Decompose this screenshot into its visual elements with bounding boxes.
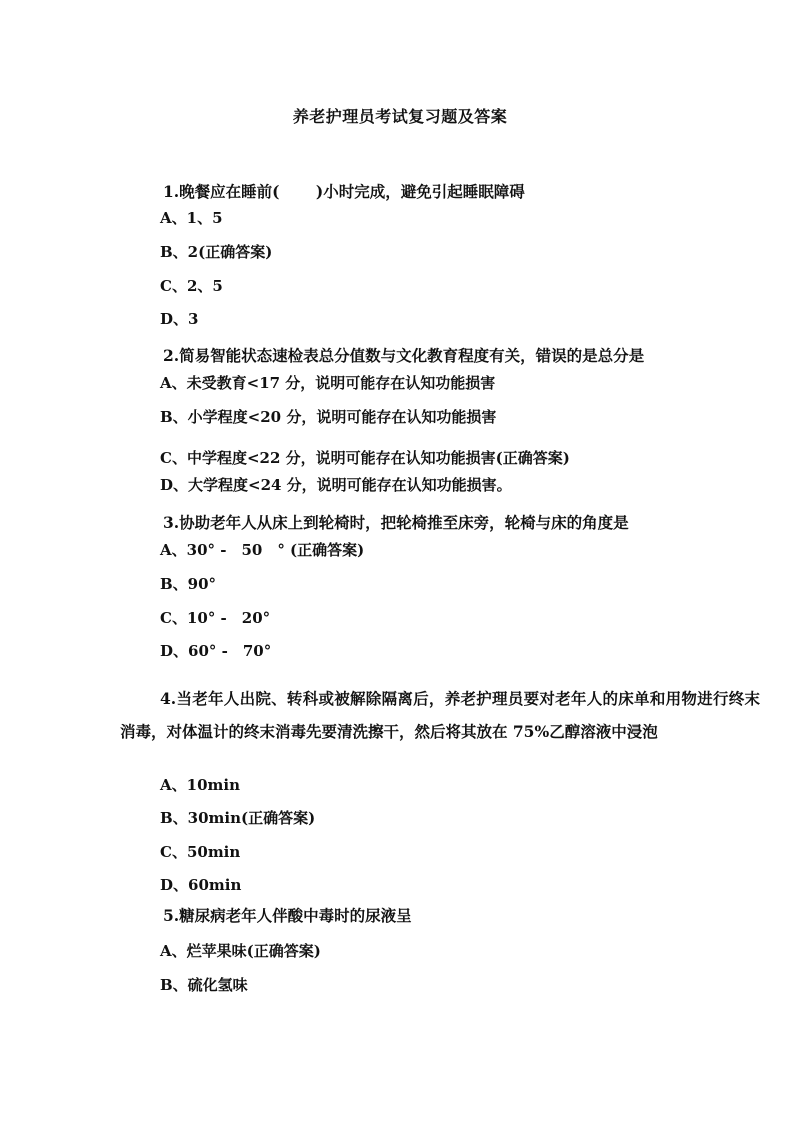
question-1-option-d: D、3	[160, 310, 199, 328]
question-3-stem: 3.协助老年人从床上到轮椅时，把轮椅推至床旁，轮椅与床的角度是	[163, 513, 629, 532]
question-5-option-a: A、烂苹果味(正确答案)	[160, 942, 321, 960]
question-4-option-a: A、10min	[160, 776, 240, 794]
question-4-stem: 4.当老年人出院、转科或被解除隔离后，养老护理员要对老年人的床单和用物进行终末消毒，对体温计的终末消毒先要清洗擦干，然后将其放在 75%乙醇溶液中浸泡	[120, 689, 760, 741]
question-5-option-b: B、硫化氢味	[160, 976, 248, 994]
question-5-stem: 5.糖尿病老年人伴酸中毒时的尿液呈	[163, 906, 412, 925]
question-2-option-d: D、大学程度<24 分，说明可能存在认知功能损害。	[160, 476, 512, 494]
question-3-option-d: D、60° - 70°	[160, 642, 272, 660]
document-title: 养老护理员考试复习题及答案	[292, 107, 508, 126]
question-2-option-a: A、未受教育<17 分，说明可能存在认知功能损害	[160, 374, 496, 392]
question-4-option-d: D、60min	[160, 876, 242, 894]
question-3-option-c: C、10° - 20°	[160, 609, 271, 627]
question-3-option-b: B、90°	[160, 575, 217, 593]
question-3-option-a: A、30° - 50 ° (正确答案)	[160, 541, 365, 559]
question-4-option-b: B、30min(正确答案)	[160, 809, 316, 827]
question-2-option-c: C、中学程度<22 分，说明可能存在认知功能损害(正确答案)	[160, 449, 570, 467]
question-1-stem: 1.晚餐应在睡前( )小时完成，避免引起睡眠障碍	[163, 182, 525, 201]
question-1-option-a: A、1、5	[160, 209, 223, 227]
question-4-option-c: C、50min	[160, 843, 241, 861]
question-2-option-b: B、小学程度<20 分，说明可能存在认知功能损害	[160, 408, 497, 426]
question-1-option-c: C、2、5	[160, 277, 223, 295]
question-1-option-b: B、2(正确答案)	[160, 243, 273, 261]
question-2-stem: 2.简易智能状态速检表总分值数与文化教育程度有关，错误的是总分是	[163, 346, 645, 365]
